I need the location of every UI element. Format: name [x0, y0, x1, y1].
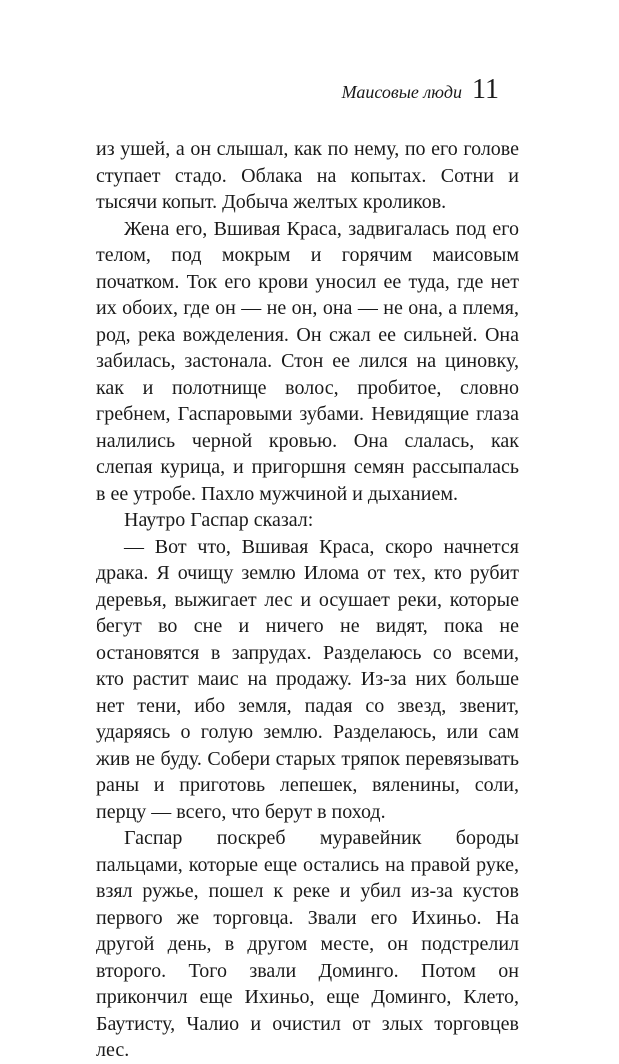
- body-text: [96, 136, 519, 1064]
- paragraph: Жена его, Вшивая Краса, задвигалась под его телом, под мокрым и горячим маисовым початком. Ток его крови уносил ее туда, где нет их обоих, где он — не он, она — не она, а племя, род, река вожделения. Он сжал ее сильней. Она забилась, застонала. Стон ее лился на циновку, как и полотнище волос, пробитое, словно гребнем, Гаспаровыми зубами. Невидящие глаза налились черной кровью. Она слалась, как слепая курица, и пригоршня семян рассыпалась в ее утробе. Пахло мужчиной и дыханием.: [96, 217, 519, 505]
- running-title: Маисовые люди: [341, 82, 463, 102]
- dialogue-paragraph: — Вот что, Вшивая Краса, скоро начнется драка. Я очищу землю Илома от тех, кто рубит деревья, выжигает лес и осушает реки, которые бегут во сне и ничего не видят, пока не остановятся в запрудах. Разделаюсь со всеми, кто растит маис на продажу. Из-за них больше нет тени, ибо земля, падая со звезд, звенит, ударяясь о голую землю. Разделаюсь, или сам жив не буду. Собери старых тряпок перевязывать раны и приготовь лепешек, вяленины, соли, перцу — всего, что берут в поход.: [96, 535, 519, 823]
- paragraph-continued: из ушей, а он слышал, как по нему, по его голове ступает стадо. Облака на копытах. Сотни и тысячи копыт. Добыча желтых кроликов.: [96, 138, 519, 213]
- running-head: [342, 74, 499, 106]
- paragraph: Наутро Гаспар сказал:: [124, 509, 314, 531]
- paragraph: Гаспар поскреб муравейник бороды пальцами, которые еще остались на правой руке, взял ружье, пошел к реке и убил из-за кустов первого же торговца. Звали его Ихиньо. На другой день, в другом месте, он подстрелил второго. Того звали Доминго. Потом он прикончил еще Ихиньо, еще Доминго, Клето, Баутисту, Чалио и очистил от злых торговцев лес.: [96, 827, 519, 1061]
- page-number: 11: [472, 74, 499, 105]
